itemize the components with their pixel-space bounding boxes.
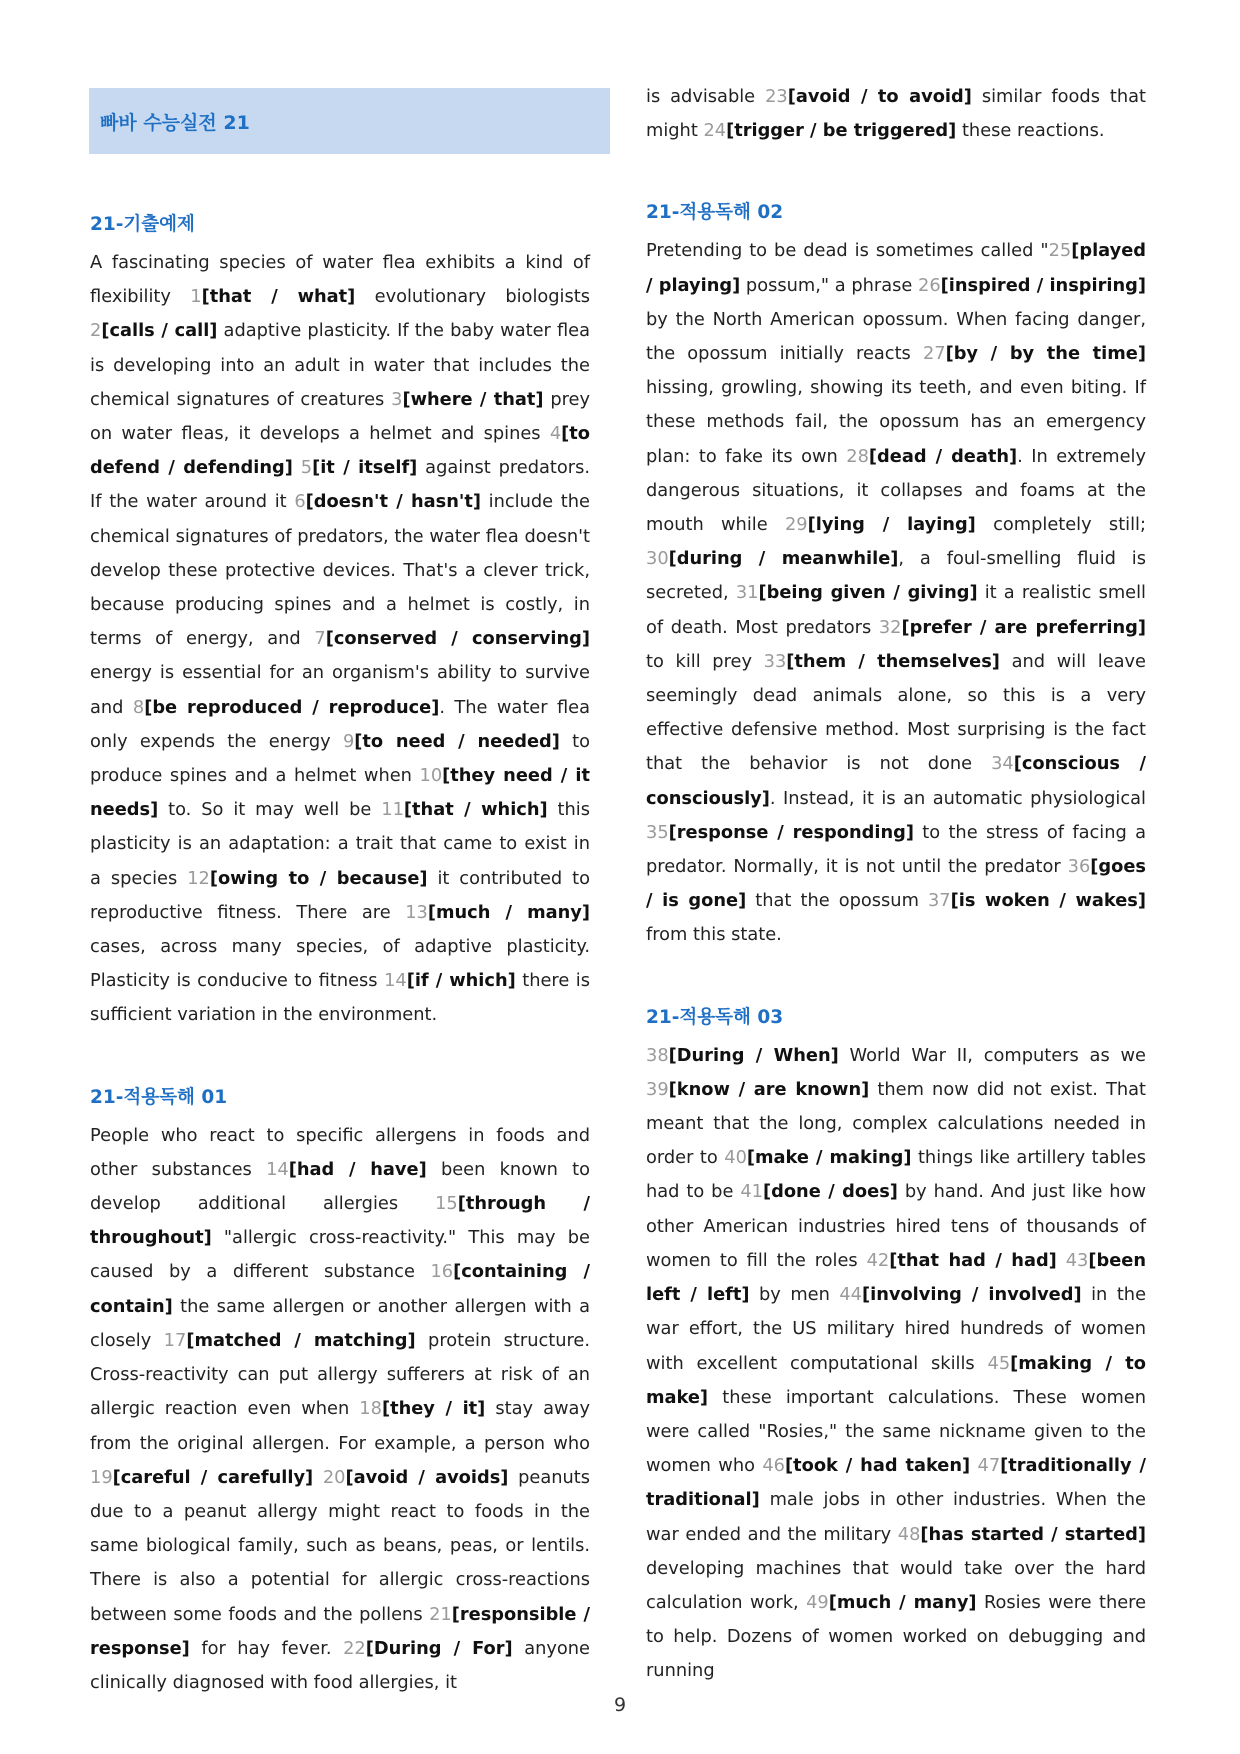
answer-choice: [where / that] bbox=[402, 388, 544, 410]
question-number: 47 bbox=[977, 1455, 1001, 1477]
question-number: 41 bbox=[740, 1181, 763, 1203]
passage-text: . The water flea only expends the energy bbox=[90, 696, 590, 752]
question-number: 29 bbox=[784, 514, 808, 536]
answer-choice: [response / responding] bbox=[668, 821, 914, 843]
question-number: 49 bbox=[806, 1591, 829, 1613]
question-number: 44 bbox=[839, 1284, 862, 1306]
answer-choice: [prefer / are preferring] bbox=[901, 616, 1146, 638]
passage-text: there is sufficient variation in the environment. bbox=[90, 970, 590, 1026]
section-01 bbox=[90, 1083, 590, 1700]
question-number: 9 bbox=[342, 730, 355, 752]
question-number: 45 bbox=[987, 1352, 1011, 1374]
passage-text: is advisable bbox=[646, 86, 766, 107]
question-number: 19 bbox=[90, 1466, 113, 1488]
question-number: 31 bbox=[735, 582, 759, 604]
passage-text bbox=[1057, 1250, 1066, 1271]
answer-choice: [avoid / avoids] bbox=[345, 1466, 509, 1488]
question-number: 23 bbox=[765, 86, 788, 107]
passage-text: and will leave seemingly dead animals alone, so this is a very effective defensive method. Most surprising is the fact that the behavior is not done bbox=[646, 650, 1147, 775]
answer-choice: [goes / is gone] bbox=[646, 856, 1146, 912]
answer-choice: [much / many] bbox=[427, 901, 590, 923]
section-text bbox=[646, 234, 1146, 952]
answer-choice: [is woken / wakes] bbox=[950, 890, 1147, 912]
answer-choice: [that / which] bbox=[403, 799, 548, 821]
passage-text: . Instead, it is an automatic physiological bbox=[769, 787, 1146, 809]
passage-text: it a realistic smell of death. Most predators bbox=[646, 582, 1146, 638]
question-number: 36 bbox=[1067, 856, 1091, 878]
section-text bbox=[90, 246, 590, 1033]
passage-text: to the stress of facing a predator. Normally, it is not until the predator bbox=[646, 821, 1146, 878]
question-number: 34 bbox=[991, 753, 1014, 775]
question-number: 48 bbox=[897, 1523, 921, 1545]
passage-text: by hand. And just like how other American industries hired tens of thousands of women to fill the roles bbox=[646, 1181, 1146, 1271]
question-number: 10 bbox=[419, 765, 443, 787]
question-number: 42 bbox=[866, 1249, 890, 1271]
answer-choice: [During / For] bbox=[365, 1637, 513, 1659]
passage-text: been known to develop additional allergies bbox=[90, 1158, 590, 1215]
header-box bbox=[89, 88, 610, 154]
passage-text: , a foul-smelling fluid is secreted, bbox=[646, 548, 1146, 604]
passage-text: energy is essential for an organism's ability to survive and bbox=[90, 662, 590, 718]
answer-choice: [took / had taken] bbox=[785, 1455, 971, 1477]
answer-choice: [make / making] bbox=[746, 1147, 912, 1169]
section-title: 21-적용독해 03 bbox=[646, 1006, 784, 1028]
passage-text: these reactions. bbox=[956, 120, 1105, 142]
answer-choice: [be reproduced / reproduce] bbox=[144, 696, 440, 718]
passage-text: Rosies were there to help. Dozens of women worked on debugging and running bbox=[646, 1591, 1147, 1682]
question-number: 20 bbox=[322, 1466, 346, 1488]
passage-text: by men bbox=[749, 1284, 840, 1306]
question-number: 26 bbox=[918, 274, 941, 296]
question-number: 14 bbox=[266, 1158, 289, 1180]
passage-text: possum," a phrase bbox=[740, 274, 918, 296]
answer-choice: [During / When] bbox=[668, 1044, 839, 1066]
passage-text: prey on water fleas, it develops a helmet and spines bbox=[90, 388, 590, 445]
passage-text: stay away from the original allergen. For example, a person who bbox=[90, 1398, 590, 1454]
answer-choice: [trigger / be triggered] bbox=[726, 120, 957, 142]
question-number: 8 bbox=[132, 696, 145, 718]
passage-text: the same allergen or another allergen with a closely bbox=[90, 1295, 590, 1351]
answer-choice: [making / to make] bbox=[646, 1352, 1146, 1408]
answer-choice: [through / throughout] bbox=[90, 1193, 590, 1249]
answer-choice: [conscious / consciously] bbox=[646, 753, 1146, 809]
passage-text: by the North American opossum. When facing danger, the opossum initially reacts bbox=[646, 308, 1146, 365]
passage-text: these important calculations. These women were called "Rosies," the same nickname given to the women who bbox=[646, 1386, 1146, 1477]
question-number: 30 bbox=[646, 548, 669, 570]
question-number: 39 bbox=[646, 1078, 669, 1100]
left-column bbox=[90, 88, 590, 1750]
question-number: 12 bbox=[187, 867, 210, 889]
question-number: 43 bbox=[1065, 1249, 1089, 1271]
passage-text: them now did not exist. That meant that the long, complex calculations needed in order to bbox=[646, 1078, 1147, 1169]
passage-text: to kill prey bbox=[646, 650, 764, 672]
answer-choice: [to defend / defending] bbox=[90, 423, 590, 479]
answer-choice: [to need / needed] bbox=[354, 730, 560, 752]
question-number: 37 bbox=[927, 890, 951, 912]
question-number: 28 bbox=[846, 445, 869, 467]
question-number: 21 bbox=[429, 1603, 452, 1625]
passage-text: to. So it may well be bbox=[158, 799, 382, 821]
question-number: 40 bbox=[724, 1147, 747, 1169]
question-number: 6 bbox=[294, 491, 306, 513]
section-title: 21-적용독해 02 bbox=[646, 202, 784, 224]
answer-choice: [had / have] bbox=[288, 1158, 427, 1180]
answer-choice: [responsible / response] bbox=[90, 1603, 590, 1659]
answer-choice: [avoid / to avoid] bbox=[787, 86, 972, 107]
answer-choice: [being given / giving] bbox=[758, 582, 978, 604]
answer-choice: [matched / matching] bbox=[186, 1329, 416, 1351]
question-number: 5 bbox=[300, 457, 313, 479]
answer-choice: [containing / contain] bbox=[90, 1261, 590, 1317]
section-text bbox=[90, 1119, 590, 1700]
passage-text: from this state. bbox=[646, 924, 782, 946]
passage-text: that the opossum bbox=[746, 890, 928, 912]
question-number: 27 bbox=[922, 343, 946, 365]
question-number: 4 bbox=[549, 423, 562, 445]
page-title: 빠바 수능실전 21 bbox=[100, 111, 250, 134]
section-text bbox=[646, 80, 1146, 148]
passage-text: things like artillery tables had to be bbox=[646, 1147, 1146, 1203]
question-number: 25 bbox=[1048, 240, 1072, 262]
passage-text: "allergic cross-reactivity." This may be caused by a different substance bbox=[90, 1227, 590, 1283]
answer-choice: [much / many] bbox=[828, 1591, 977, 1613]
question-number: 11 bbox=[381, 799, 404, 821]
question-number: 7 bbox=[314, 628, 326, 650]
answer-choice: [careful / carefully] bbox=[112, 1466, 314, 1488]
question-number: 35 bbox=[646, 821, 669, 843]
passage-text: cases, across many species, of adaptive plasticity. Plasticity is conducive to fitness bbox=[90, 936, 590, 992]
question-number: 2 bbox=[90, 320, 102, 342]
answer-choice: [been left / left] bbox=[646, 1249, 1146, 1306]
passage-text: hissing, growling, showing its teeth, and even biting. If these methods fail, the opossum has an emergency plan: to fake its own bbox=[646, 377, 1146, 467]
section-02 bbox=[646, 198, 1146, 952]
question-number: 16 bbox=[430, 1261, 454, 1283]
answer-choice: [conserved / conserving] bbox=[325, 628, 590, 650]
question-number: 18 bbox=[359, 1398, 382, 1420]
passage-text: evolutionary biologists bbox=[355, 286, 590, 308]
passage-text: developing machines that would take over the hard calculation work, bbox=[646, 1557, 1146, 1613]
answer-choice: [they need / it needs] bbox=[90, 765, 590, 821]
section-title: 21-적용독해 01 bbox=[90, 1086, 228, 1108]
question-number: 3 bbox=[391, 388, 403, 410]
answer-choice: [if / which] bbox=[406, 970, 516, 992]
answer-choice: [dead / death] bbox=[868, 445, 1018, 467]
passage-text: similar foods that might bbox=[646, 86, 1147, 142]
passage-text: Pretending to be dead is sometimes called " bbox=[646, 240, 1049, 262]
passage-text: male jobs in other industries. When the war ended and the military bbox=[646, 1489, 1146, 1545]
passage-text: it contributed to reproductive fitness. There are bbox=[90, 867, 590, 923]
passage-text: for hay fever. bbox=[189, 1637, 344, 1659]
passage-text bbox=[293, 457, 301, 478]
passage-text: include the chemical signatures of predators, the water flea doesn't develop these protective devices. That's a clever trick, because producing spines and a helmet is costly, in terms of energy, and bbox=[90, 491, 590, 650]
passage-text: People who react to specific allergens in foods and other substances bbox=[90, 1124, 590, 1180]
answer-choice: [played / playing] bbox=[646, 240, 1146, 296]
passage-text: in the war effort, the US military hired hundreds of women with excellent computational skills bbox=[646, 1284, 1147, 1374]
passage-text: this plasticity is an adaptation: a trait that came to exist in a species bbox=[90, 799, 590, 889]
passage-text bbox=[313, 1467, 323, 1488]
question-number: 38 bbox=[646, 1044, 669, 1066]
passage-text: adaptive plasticity. If the baby water flea is developing into an adult in water that includes the chemical signatures of creatures bbox=[90, 320, 591, 410]
answer-choice: [inspired / inspiring] bbox=[940, 274, 1146, 296]
question-number: 22 bbox=[343, 1637, 366, 1659]
section-text bbox=[646, 1039, 1146, 1689]
section-03 bbox=[646, 1003, 1146, 1689]
section-01-continued bbox=[646, 80, 1146, 148]
passage-text: peanuts due to a peanut allergy might react to foods in the same biological family, such as beans, peas, or lentils. There is also a potential for allergic cross-reactions between some foods and the pollens bbox=[90, 1466, 590, 1625]
answer-choice: [done / does] bbox=[762, 1181, 898, 1203]
answer-choice: [during / meanwhile] bbox=[668, 548, 899, 570]
answer-choice: [that had / had] bbox=[889, 1249, 1057, 1271]
answer-choice: [calls / call] bbox=[101, 320, 218, 342]
question-number: 46 bbox=[762, 1455, 785, 1477]
passage-text: World War II, computers as we bbox=[838, 1044, 1146, 1066]
question-number: 14 bbox=[384, 970, 407, 992]
answer-choice: [it / itself] bbox=[312, 457, 418, 479]
passage-text: protein structure. Cross-reactivity can put allergy sufferers at risk of an allergic reaction even when bbox=[90, 1329, 590, 1420]
answer-choice: [by / by the time] bbox=[945, 343, 1146, 365]
passage-text: anyone clinically diagnosed with food allergies, it bbox=[90, 1637, 590, 1693]
question-number: 17 bbox=[163, 1329, 187, 1351]
page-number: 9 bbox=[613, 1694, 627, 1716]
answer-choice: [traditionally / traditional] bbox=[646, 1455, 1146, 1511]
passage-text: . In extremely dangerous situations, it collapses and foams at the mouth while bbox=[646, 445, 1146, 536]
answer-choice: [lying / laying] bbox=[807, 514, 976, 536]
question-number: 13 bbox=[405, 901, 428, 923]
question-number: 32 bbox=[878, 616, 902, 638]
question-number: 1 bbox=[190, 286, 202, 308]
passage-text: to produce spines and a helmet when bbox=[90, 730, 590, 787]
section-title: 21-기출예제 bbox=[90, 214, 195, 235]
passage-text: against predators. If the water around it bbox=[90, 457, 590, 513]
answer-choice: [they / it] bbox=[381, 1398, 486, 1420]
passage-text: completely still; bbox=[975, 514, 1146, 536]
passage-text bbox=[970, 1455, 977, 1476]
passage-text: A fascinating species of water flea exhibits a kind of flexibility bbox=[90, 252, 590, 308]
answer-choice: [know / are known] bbox=[668, 1078, 870, 1100]
answer-choice: [doesn't / hasn't] bbox=[305, 491, 481, 513]
right-column bbox=[646, 88, 1146, 1739]
answer-choice: [that / what] bbox=[201, 286, 356, 308]
question-number: 24 bbox=[703, 120, 727, 142]
answer-choice: [has started / started] bbox=[920, 1523, 1146, 1545]
question-number: 33 bbox=[763, 650, 787, 672]
question-number: 15 bbox=[435, 1193, 458, 1215]
section-gichul bbox=[90, 210, 590, 1033]
answer-choice: [owing to / because] bbox=[209, 867, 428, 889]
answer-choice: [them / themselves] bbox=[786, 650, 1000, 672]
answer-choice: [involving / involved] bbox=[862, 1284, 1082, 1306]
